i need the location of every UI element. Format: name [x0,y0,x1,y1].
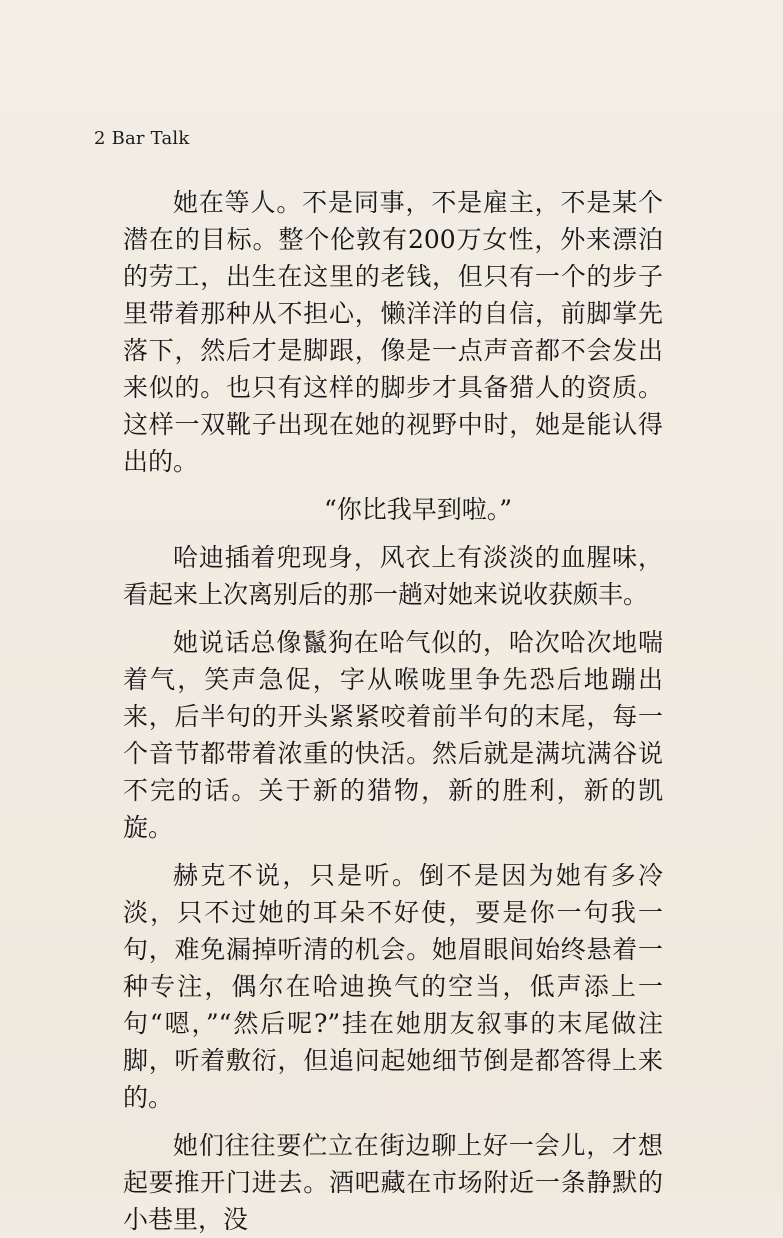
dialogue-line: “你比我早到啦。” [323,495,513,524]
paragraph-4: 赫克不说，只是听。倒不是因为她有多冷淡，只不过她的耳朵不好使，要是你一句我一句，难免漏掉听清的机会。她眉眼间始终悬着一种专注，偶尔在哈迪换气的空当，低声添上一句“嗯，”“然后呢?”挂在她朋友叙事的末尾做注脚，听着敷衍，但追问起她细节倒是都答得上来的。 [123,861,663,1112]
running-header: 2 Bar Talk [94,128,190,149]
paragraph-3: 她说话总像鬣狗在哈气似的，哈次哈次地喘着气，笑声急促，字从喉咙里争先恐后地蹦出来，后半句的开头紧紧咬着前半句的末尾，每一个音节都带着浓重的快活。然后就是满坑满谷说不完的话。关于新的猎物，新的胜利，新的凯旋。 [123,628,663,842]
page-content [123,184,663,1238]
paragraph-1: 她在等人。不是同事，不是雇主，不是某个潜在的目标。整个伦敦有200万女性，外来漂泊的劳工，出生在这里的老钱，但只有一个的步子里带着那种从不担心，懒洋洋的自信，前脚掌先落下，然后才是脚跟，像是一点声音都不会发出来似的。也只有这样的脚步才具备猎人的资质。这样一双靴子出现在她的视野中时，她是能认得出的。 [123,188,663,476]
paragraph-5: 她们往往要伫立在街边聊上好一会儿，才想起要推开门进去。酒吧藏在市场附近一条静默的小巷里，没 [123,1131,663,1234]
paragraph-2: 哈迪插着兜现身，风衣上有淡淡的血腥味，看起来上次离别后的那一趟对她来说收获颇丰。 [123,543,663,609]
